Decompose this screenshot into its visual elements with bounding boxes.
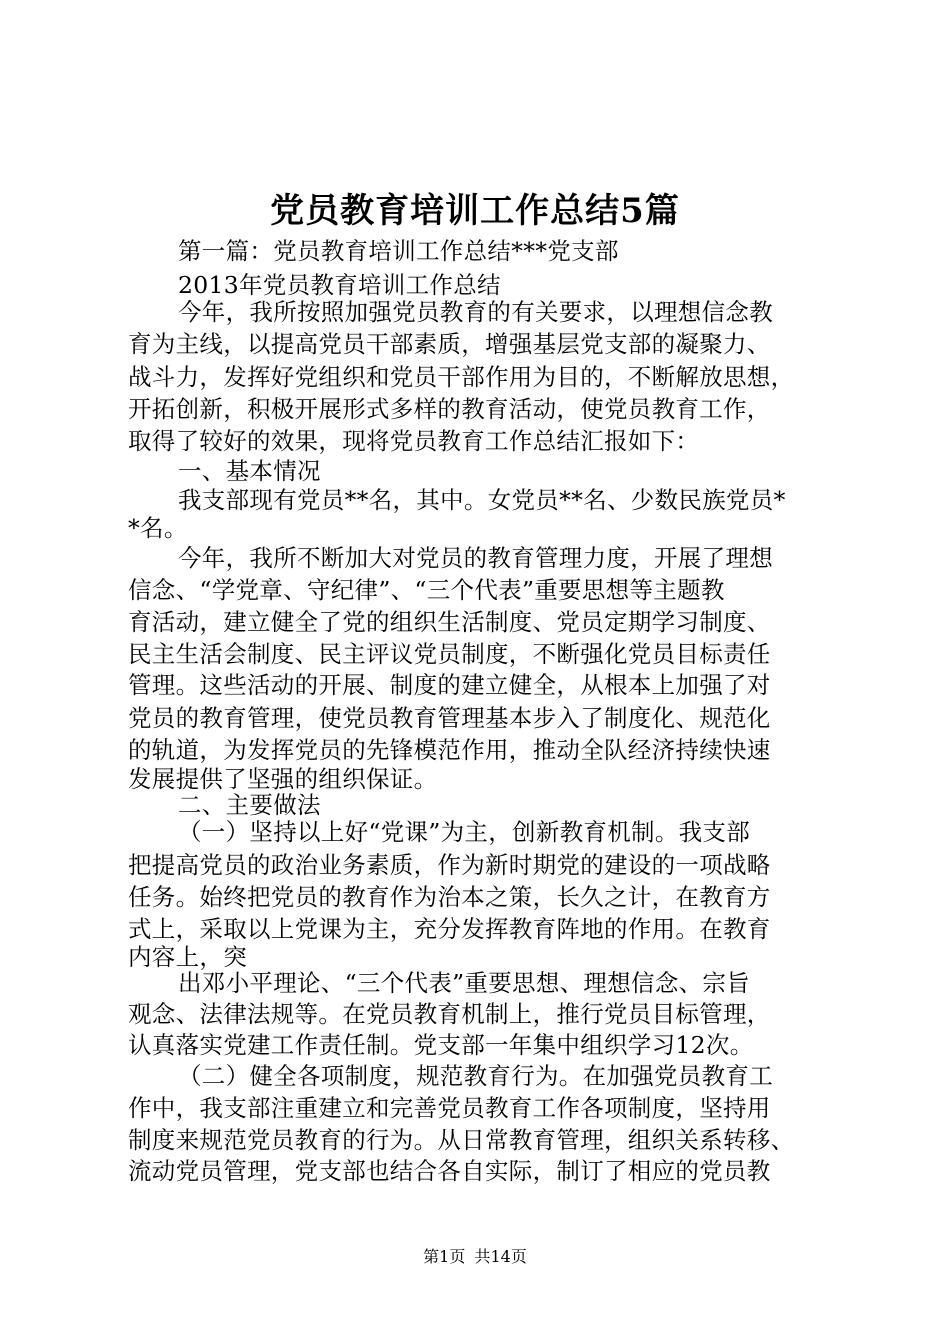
body-line: 党员的教育管理，使党员教育管理基本步入了制度化、规范化 [128,704,771,732]
body-line: 管理。这些活动的开展、制度的建立健全，从根本上加强了对 [128,671,771,699]
body-line: 2013年党员教育培训工作总结 [178,271,501,299]
body-line: 今年，我所不断加大对党员的教育管理力度，开展了理想 [178,544,773,572]
body-line: 战斗力，发挥好党组织和党员干部作用为目的，不断解放思想， [128,363,795,391]
body-line: 我支部现有党员**名，其中。女党员**名、少数民族党员* [178,486,786,514]
body-line: 的轨道，为发挥党员的先锋模范作用，推动全队经济持续快速 [128,736,771,764]
body-line: 认真落实党建工作责任制。党支部一年集中组织学习12次。 [128,1031,754,1059]
body-line: 内容上，突 [128,943,247,971]
body-line: 式上，采取以上党课为主，充分发挥教育阵地的作用。在教育 [128,915,771,943]
body-line: （一）坚持以上好“党课”为主，创新教育机制。我支部 [178,818,751,846]
body-line: 今年，我所按照加强党员教育的有关要求，以理想信念教 [178,298,773,326]
body-line: 开拓创新，积极开展形式多样的教育活动，使党员教育工作， [128,395,771,423]
body-line: 第一篇：党员教育培训工作总结***党支部 [178,237,619,265]
page-number: 第1页 [423,1247,466,1266]
body-line: 信念、“学党章、守纪律”、“三个代表”重要思想等主题教 [128,576,725,604]
section-heading: 一、基本情况 [178,457,321,485]
body-line: 育为主线，以提高党员干部素质，增强基层党支部的凝聚力、 [128,330,771,358]
section-heading: 二、主要做法 [178,791,321,819]
body-line: *名。 [128,514,188,542]
body-line: 任务。始终把党员的教育作为治本之策，长久之计，在教育方 [128,883,771,911]
body-line: 育活动，建立健全了党的组织生活制度、党员定期学习制度、 [128,608,771,636]
body-line: 观念、法律法规等。在党员教育机制上，推行党员目标管理， [128,1000,771,1028]
body-line: 发展提供了坚强的组织保证。 [128,765,438,793]
body-line: 取得了较好的效果，现将党员教育工作总结汇报如下： [128,427,700,455]
body-line: 民主生活会制度、民主评议党员制度，不断强化党员目标责任 [128,640,771,668]
body-line: （二）健全各项制度，规范教育行为。在加强党员教育工 [178,1062,773,1090]
page-footer [0,1244,950,1267]
body-line: 出邓小平理论、“三个代表”重要思想、理想信念、宗旨 [178,969,751,997]
body-line: 把提高党员的政治业务素质，作为新时期党的建设的一项战略 [128,851,771,879]
body-line: 流动党员管理，党支部也结合各自实际，制订了相应的党员教 [128,1157,771,1185]
document-title: 党员教育培训工作总结5篇 [270,191,680,231]
body-line: 制度来规范党员教育的行为。从日常教育管理，组织关系转移、 [128,1126,795,1154]
page-total: 共14页 [474,1247,527,1266]
body-line: 作中，我支部注重建立和完善党员教育工作各项制度，坚持用 [128,1094,771,1122]
